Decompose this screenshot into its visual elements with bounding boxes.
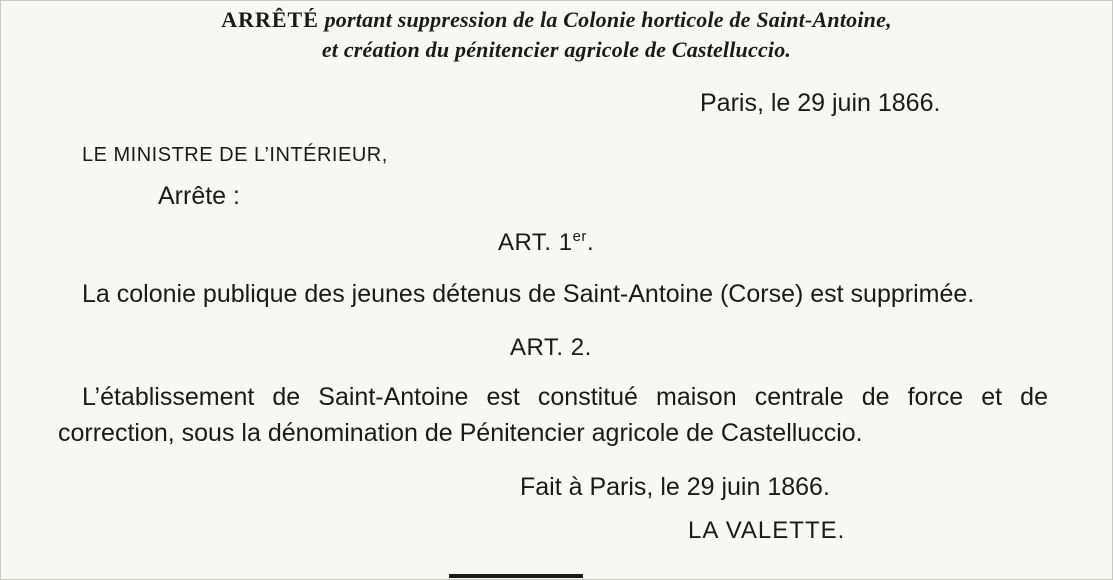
- issuer: LE MINISTRE DE L’INTÉRIEUR,: [82, 144, 388, 166]
- article-2-text: L’établissement de Saint-Antoine est constitué maison centrale de force et de correction, sous la dénomination de Pénitencier agricole de Castelluccio.: [58, 383, 1048, 447]
- decree-verb: Arrête :: [158, 182, 240, 210]
- dateline: Paris, le 29 juin 1866.: [700, 89, 941, 117]
- article-1-label: ART. 1: [498, 229, 573, 256]
- closing-rule: [449, 574, 583, 578]
- decree-title-line-1: [0, 6, 1113, 34]
- closing-place-date: Fait à Paris, le 29 juin 1866.: [520, 473, 830, 501]
- article-1-heading: [498, 228, 594, 257]
- article-1-label-end: .: [586, 229, 595, 256]
- article-1-label-sup: er: [572, 228, 587, 245]
- decree-title-line-2: et création du pénitencier agricole de Castelluccio.: [321, 37, 792, 62]
- decree-title-rest: portant suppression de la Colonie horticole de Saint-Antoine,: [318, 7, 892, 32]
- decree-type: ARRÊTÉ: [221, 7, 319, 32]
- signature: LA VALETTE.: [688, 517, 846, 544]
- article-2-heading: ART. 2.: [510, 334, 592, 361]
- article-1-text: La colonie publique des jeunes détenus de Saint-Antoine (Corse) est supprimée.: [82, 280, 975, 308]
